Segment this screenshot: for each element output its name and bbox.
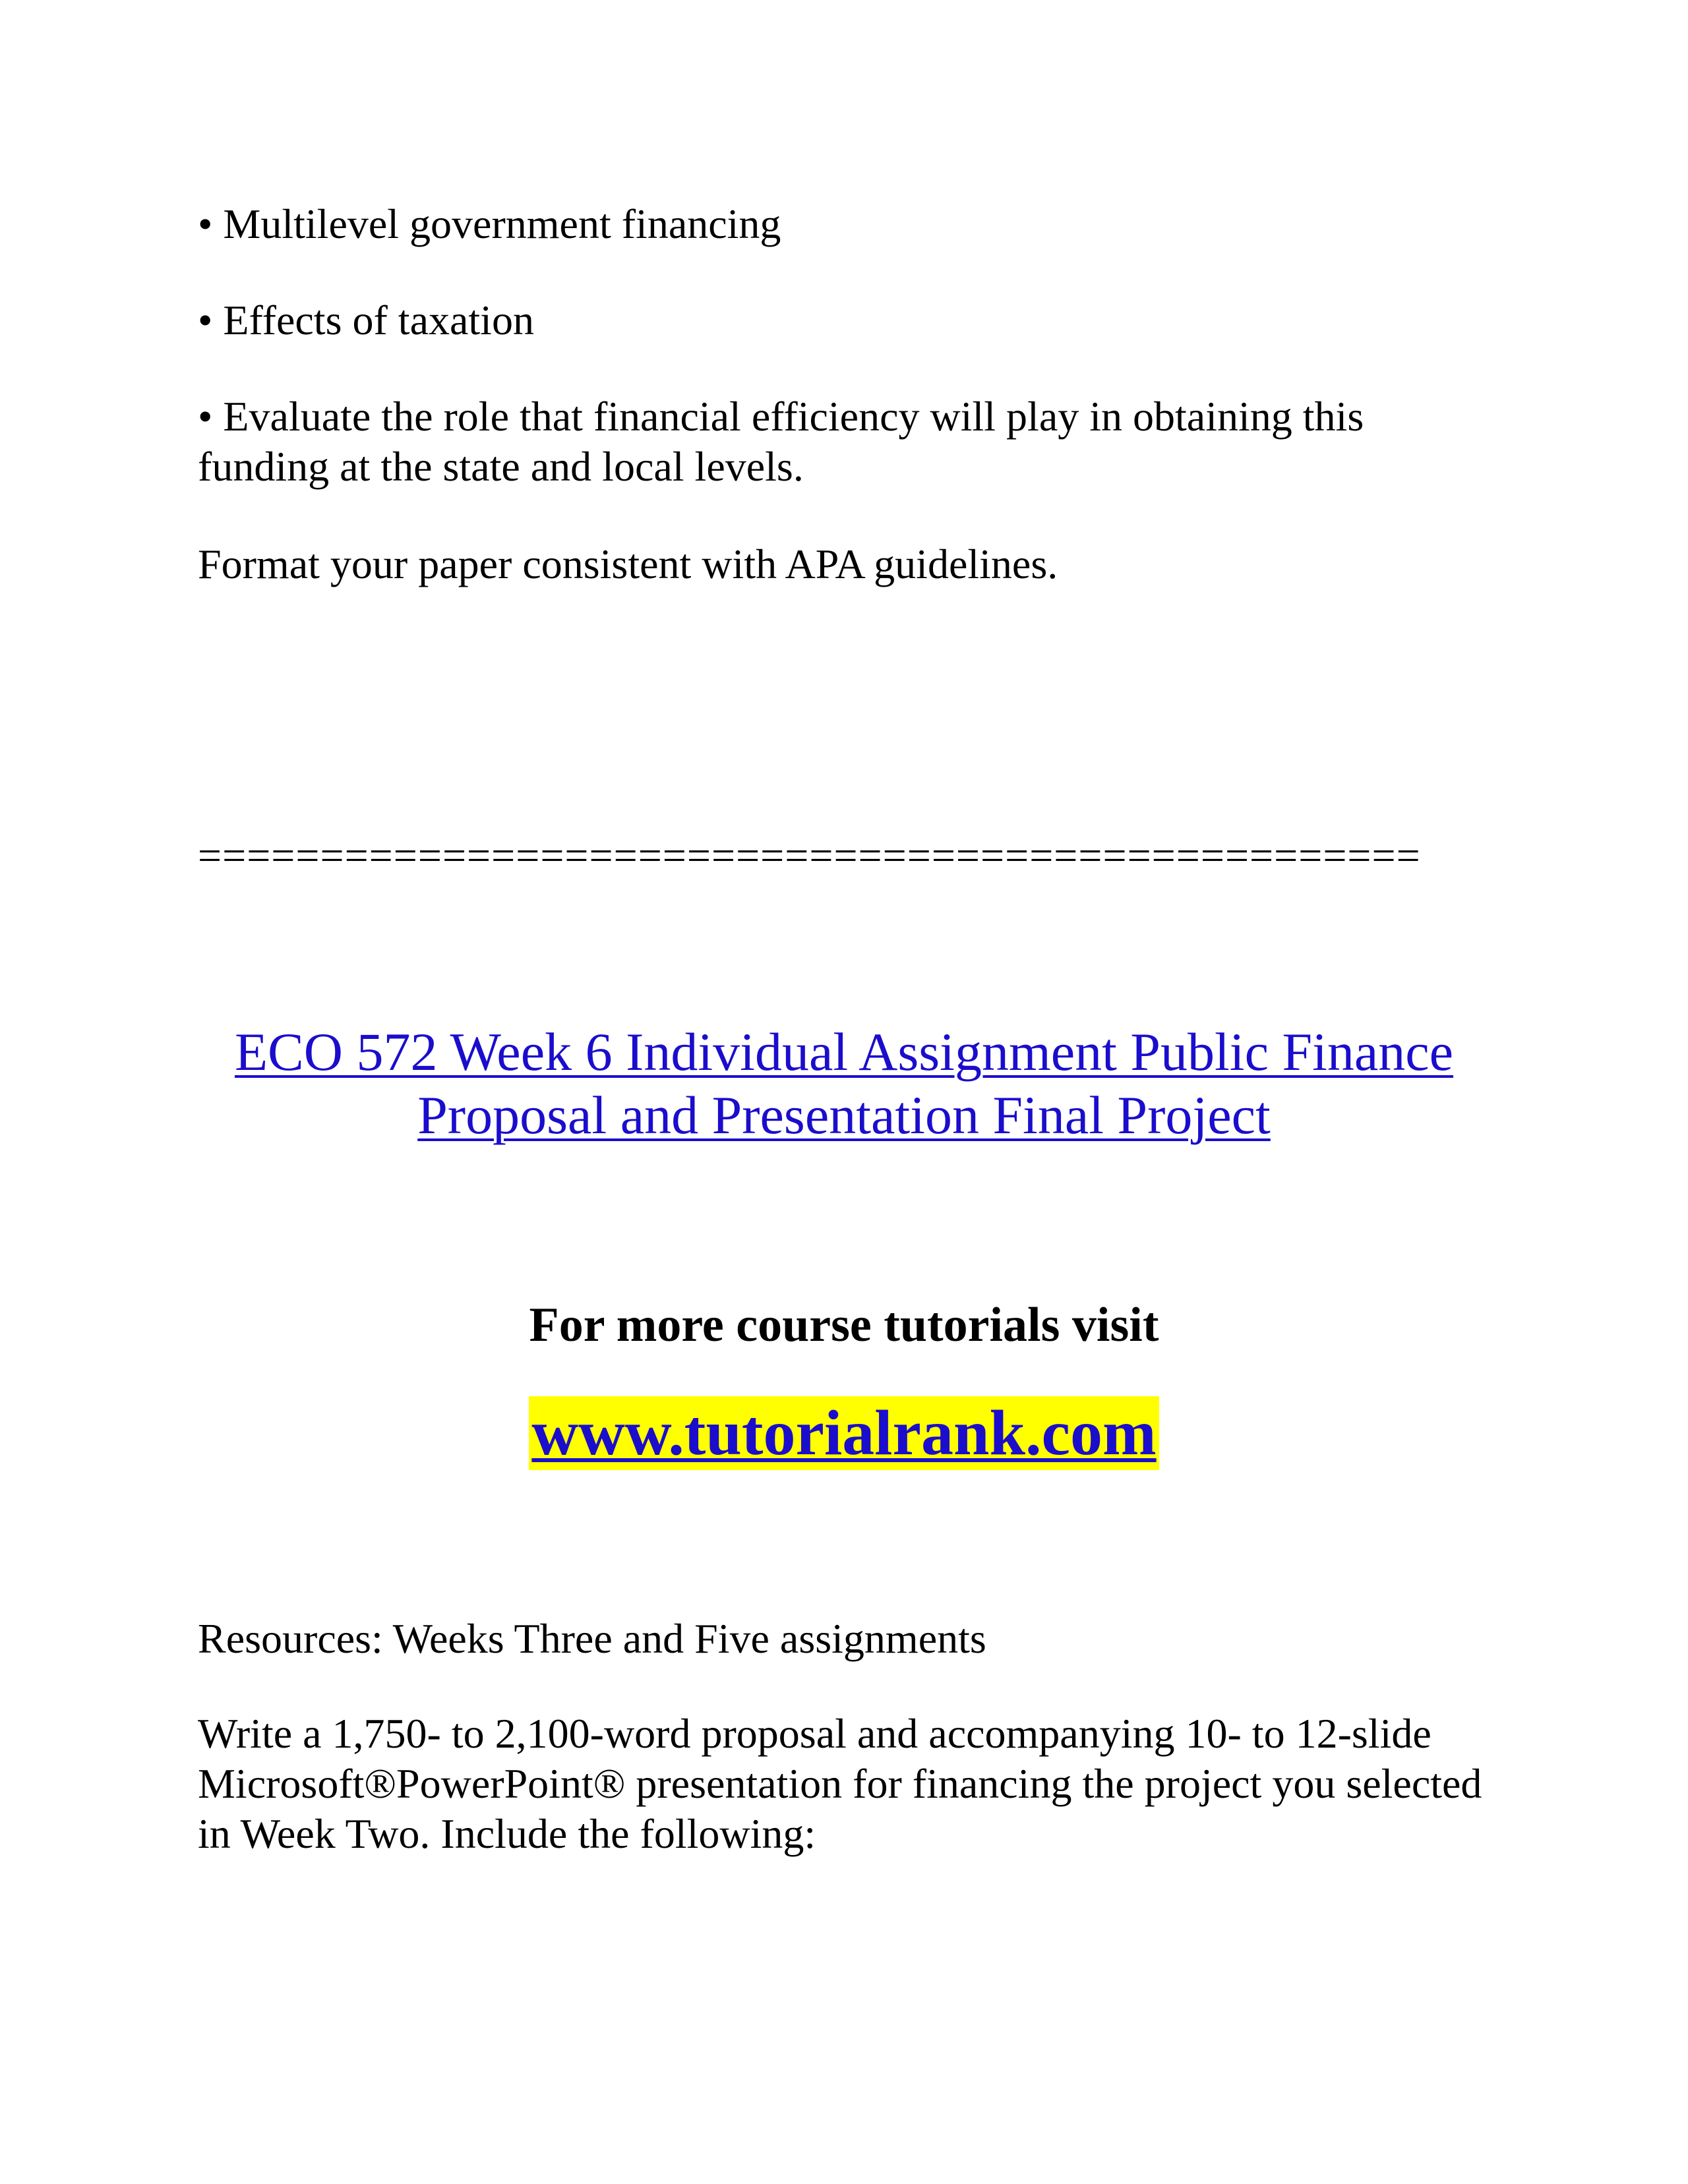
tutorialrank-link[interactable]: www.tutorialrank.com: [529, 1396, 1159, 1470]
assignment-title-line-1: ECO 572 Week 6 Individual Assignment Public Finance: [234, 1022, 1454, 1082]
format-note: Format your paper consistent with APA guidelines.: [198, 541, 1058, 587]
assignment-title-link[interactable]: [198, 1020, 1490, 1147]
assignment-title-line-2: Proposal and Presentation Final Project: [417, 1085, 1271, 1145]
promo-heading: For more course tutorials visit: [529, 1298, 1159, 1352]
bullet-effects-of-taxation: • Effects of taxation: [198, 297, 534, 343]
instructions-paragraph: Write a 1,750- to 2,100-word proposal and accompanying 10- to 12-slide Microsoft®PowerPoint® presentation for financing the project you selected in Week Two. Include the following:: [198, 1710, 1482, 1857]
bullet-multilevel-financing: • Multilevel government financing: [198, 200, 781, 247]
separator-line: ==================================================: [198, 832, 1421, 879]
bullet-financial-efficiency: • Evaluate the role that financial efficiency will play in obtaining this funding at the state and local levels.: [198, 393, 1364, 490]
promo-url-container: [0, 1396, 1688, 1470]
resources-line: Resources: Weeks Three and Five assignments: [198, 1615, 986, 1662]
